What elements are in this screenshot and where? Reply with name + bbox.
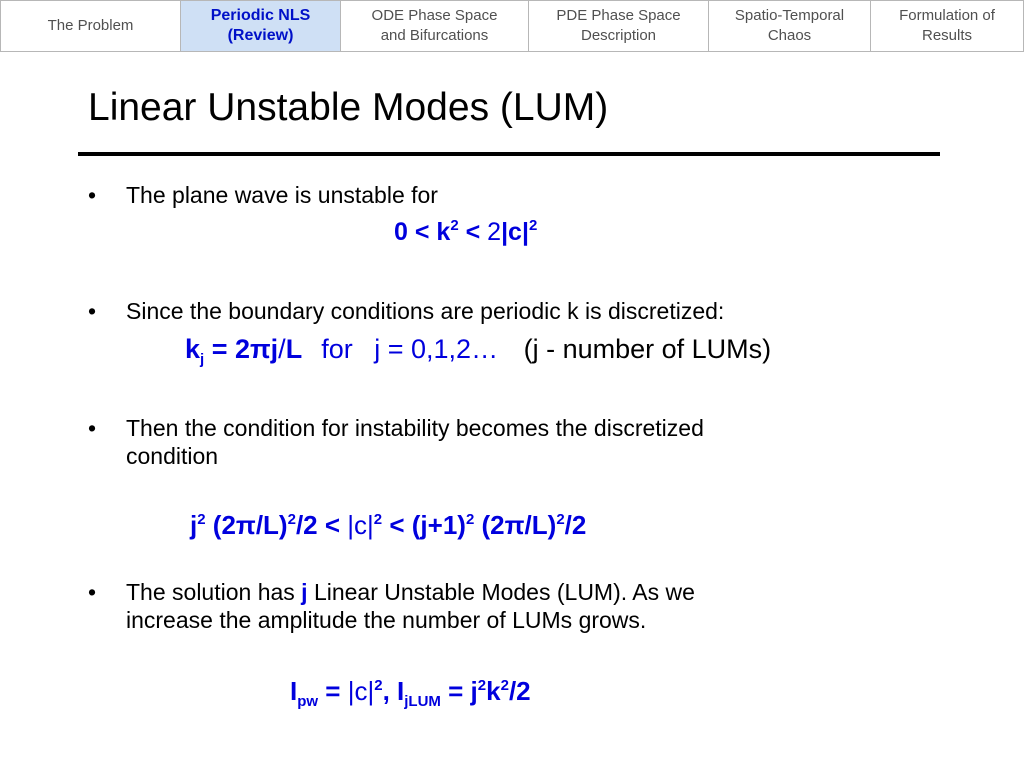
bullet-text: Then the condition for instability becomes the discretized condition	[126, 415, 704, 469]
equation-intensity: $I_{pw} = |c|^2$, $I_{jLUM} = j^2k^2/2$	[290, 676, 531, 710]
nav-tab-label: ODE Phase Space and Bifurcations	[371, 7, 498, 44]
section-nav-bar	[0, 0, 1024, 52]
bullet-icon: •	[88, 415, 97, 441]
nav-tab-label: PDE Phase Space Description	[556, 7, 681, 44]
equation-instability-range: $0 < k^2 < 2|c|^2$	[394, 217, 538, 246]
equation-k-discretized: $k_j = 2\pi j/L$ for j = 0,1,2… (j - number of LUMs)	[185, 334, 772, 368]
title-divider	[78, 152, 940, 156]
nav-tab-formulation-of-results[interactable]	[871, 1, 1023, 51]
nav-tab-ode-phase-space[interactable]	[341, 1, 529, 51]
nav-tab-pde-phase-space[interactable]	[529, 1, 709, 51]
nav-tab-label: The Problem	[47, 17, 134, 34]
nav-tab-periodic-nls[interactable]	[181, 1, 341, 51]
bullet-text: Since the boundary conditions are periodic k is discretized:	[126, 298, 725, 324]
bullet-icon: •	[88, 579, 97, 605]
slide-title: Linear Unstable Modes (LUM)	[88, 86, 609, 129]
equation-discretized-condition: $j^2$ $(2\pi/L)^2/2 < |c|^2 < (j+1)^2$ $(2\pi/L)^2/2$	[190, 510, 587, 540]
bullet-icon: •	[88, 298, 97, 324]
nav-tab-label: Periodic NLS (Review)	[210, 7, 311, 44]
bullet-text: The solution has j Linear Unstable Modes (LUM). As we increase the amplitude the number of LUMs grows.	[126, 579, 695, 633]
nav-tab-label: Formulation of Results	[899, 7, 995, 44]
bullet-text: The plane wave is unstable for	[126, 182, 438, 208]
nav-tab-the-problem[interactable]	[1, 1, 181, 51]
nav-tab-label: Spatio-Temporal Chaos	[734, 7, 845, 44]
bullet-icon: •	[88, 182, 97, 208]
nav-tab-spatio-temporal-chaos[interactable]	[709, 1, 871, 51]
